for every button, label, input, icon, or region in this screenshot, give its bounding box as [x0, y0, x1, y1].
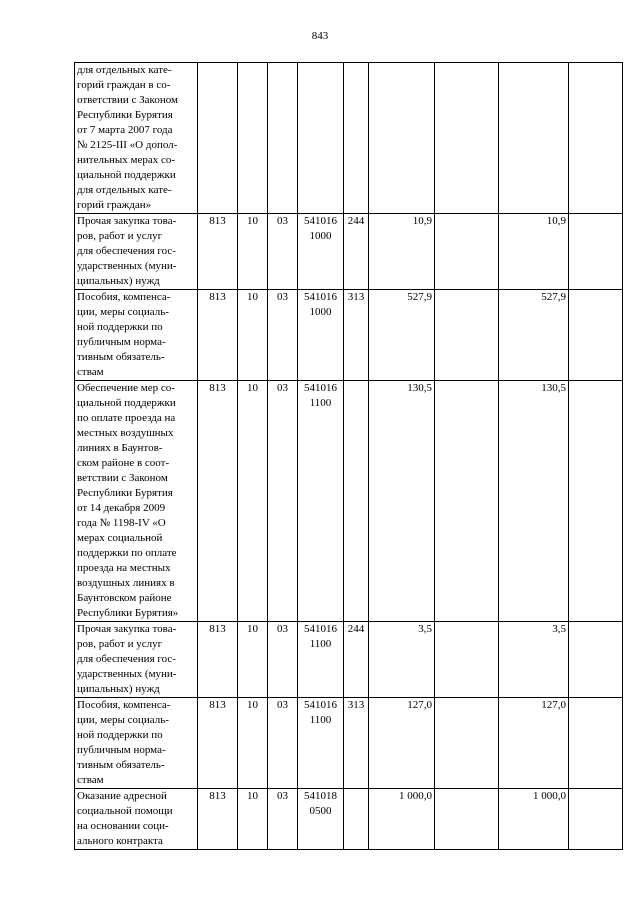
cell-sum-4	[569, 622, 623, 698]
cell-sum-1	[369, 63, 435, 214]
cell-line: ответствии с Законом	[77, 94, 178, 106]
cell-pr: 03	[268, 214, 298, 290]
cell-csr	[298, 290, 344, 381]
cell-rz	[238, 63, 268, 214]
cell-line: нительных мерах со-	[77, 154, 176, 166]
cell-vr: 313	[344, 698, 369, 789]
cell-rz: 10	[238, 290, 268, 381]
cell-line: ной поддержки по	[77, 729, 163, 741]
cell-ved: 813	[198, 381, 238, 622]
cell-line: ров, работ и услуг	[77, 638, 163, 650]
cell-rz: 10	[238, 698, 268, 789]
cell-sum-1: 527,9	[369, 290, 435, 381]
cell-line: ального контракта	[77, 835, 163, 847]
cell-pr: 03	[268, 290, 298, 381]
cell-line: поддержки по оплате	[77, 547, 177, 559]
cell-line: Прочая закупка това-	[77, 215, 177, 227]
table-row	[75, 214, 623, 290]
cell-sum-3: 10,9	[499, 214, 569, 290]
cell-line: ударственных (муни-	[77, 668, 177, 680]
cell-ved: 813	[198, 214, 238, 290]
cell-sum-1: 127,0	[369, 698, 435, 789]
cell-line: 541016	[304, 699, 337, 711]
cell-line: 541018	[304, 790, 337, 802]
row-name-cell	[75, 63, 198, 214]
cell-line: Пособия, компенса-	[77, 699, 171, 711]
cell-line: публичным норма-	[77, 744, 166, 756]
cell-line: ров, работ и услуг	[77, 230, 163, 242]
cell-line: Республики Бурятия	[77, 487, 173, 499]
table-row	[75, 381, 623, 622]
cell-line: для обеспечения гос-	[77, 653, 176, 665]
row-name-cell	[75, 381, 198, 622]
cell-line: Баунтовском районе	[77, 592, 172, 604]
cell-line: 541016	[304, 382, 337, 394]
cell-sum-3: 3,5	[499, 622, 569, 698]
row-name-cell	[75, 290, 198, 381]
cell-sum-2	[435, 698, 499, 789]
cell-line: 1100	[309, 714, 332, 726]
cell-line: ции, меры социаль-	[77, 306, 169, 318]
cell-line: 1000	[309, 306, 332, 318]
cell-line: 541016	[304, 623, 337, 635]
cell-line: для отдельных катe-	[77, 184, 172, 196]
cell-line: линиях в Баунтов-	[77, 442, 163, 454]
cell-line: № 2125-III «О допол-	[77, 139, 178, 151]
cell-line: тивным обязатель-	[77, 351, 165, 363]
cell-line: года № 1198-IV «О	[77, 517, 166, 529]
cell-vr	[344, 789, 369, 850]
cell-line: социальной помощи	[77, 805, 173, 817]
cell-line: ципальных) нужд	[77, 683, 160, 695]
row-name-cell	[75, 214, 198, 290]
row-name-cell	[75, 622, 198, 698]
cell-csr	[298, 622, 344, 698]
cell-rz: 10	[238, 622, 268, 698]
cell-line: для отдельных кате-	[77, 64, 172, 76]
cell-vr	[344, 63, 369, 214]
cell-rz: 10	[238, 789, 268, 850]
cell-line: ствам	[77, 774, 104, 786]
cell-line: 1100	[309, 638, 332, 650]
cell-line: от 14 декабря 2009	[77, 502, 166, 514]
cell-sum-2	[435, 789, 499, 850]
table-row	[75, 622, 623, 698]
table-row	[75, 698, 623, 789]
cell-rz: 10	[238, 214, 268, 290]
cell-sum-3: 127,0	[499, 698, 569, 789]
cell-rz: 10	[238, 381, 268, 622]
cell-line: от 7 марта 2007 года	[77, 124, 173, 136]
cell-vr	[344, 381, 369, 622]
table-row	[75, 789, 623, 850]
cell-line: Республики Бурятия»	[77, 607, 179, 619]
table-row	[75, 290, 623, 381]
cell-line: 0500	[309, 805, 332, 817]
cell-line: 1100	[309, 397, 332, 409]
cell-line: ствам	[77, 366, 104, 378]
cell-vr: 313	[344, 290, 369, 381]
cell-ved: 813	[198, 622, 238, 698]
cell-line: тивным обязатель-	[77, 759, 165, 771]
cell-line: ском районе в соот-	[77, 457, 170, 469]
cell-line: Республики Бурятия	[77, 109, 173, 121]
cell-line: ципальных) нужд	[77, 275, 160, 287]
budget-table	[74, 62, 623, 850]
cell-line: для обеспечения гос-	[77, 245, 176, 257]
cell-ved: 813	[198, 290, 238, 381]
cell-line: циальной поддержки	[77, 169, 176, 181]
cell-line: ции, меры социаль-	[77, 714, 169, 726]
cell-sum-4	[569, 381, 623, 622]
cell-line: местных воздушных	[77, 427, 174, 439]
cell-line: горий граждан»	[77, 199, 152, 211]
cell-sum-4	[569, 214, 623, 290]
cell-line: проезда на местных	[77, 562, 171, 574]
cell-line: 541016	[304, 291, 337, 303]
cell-csr	[298, 381, 344, 622]
cell-line: мерах социальной	[77, 532, 163, 544]
cell-vr: 244	[344, 214, 369, 290]
cell-sum-1: 130,5	[369, 381, 435, 622]
cell-pr: 03	[268, 789, 298, 850]
cell-line: 1000	[309, 230, 332, 242]
cell-sum-2	[435, 622, 499, 698]
cell-csr	[298, 789, 344, 850]
cell-line: циальной поддержки	[77, 397, 176, 409]
cell-sum-3: 130,5	[499, 381, 569, 622]
cell-sum-1: 10,9	[369, 214, 435, 290]
cell-sum-2	[435, 290, 499, 381]
row-name-cell	[75, 789, 198, 850]
cell-sum-3: 1 000,0	[499, 789, 569, 850]
page-number: 843	[311, 30, 329, 42]
row-name-cell	[75, 698, 198, 789]
cell-vr: 244	[344, 622, 369, 698]
cell-line: публичным норма-	[77, 336, 166, 348]
cell-pr: 03	[268, 381, 298, 622]
cell-sum-2	[435, 214, 499, 290]
cell-sum-4	[569, 698, 623, 789]
cell-line: ветствии с Законом	[77, 472, 168, 484]
cell-pr: 03	[268, 698, 298, 789]
cell-sum-4	[569, 290, 623, 381]
cell-ved	[198, 63, 238, 214]
cell-sum-2	[435, 63, 499, 214]
cell-sum-2	[435, 381, 499, 622]
cell-sum-1: 1 000,0	[369, 789, 435, 850]
cell-line: 541016	[304, 215, 337, 227]
cell-line: на основании соци-	[77, 820, 169, 832]
cell-line: по оплате проезда на	[77, 412, 176, 424]
cell-sum-1: 3,5	[369, 622, 435, 698]
cell-sum-4	[569, 63, 623, 214]
cell-ved: 813	[198, 789, 238, 850]
cell-line: Обеспечение мер со-	[77, 382, 175, 394]
cell-csr	[298, 698, 344, 789]
cell-csr	[298, 63, 344, 214]
cell-line: горий граждан в со-	[77, 79, 171, 91]
cell-line: ной поддержки по	[77, 321, 163, 333]
cell-line: Пособия, компенса-	[77, 291, 171, 303]
cell-csr	[298, 214, 344, 290]
cell-line: Прочая закупка това-	[77, 623, 177, 635]
cell-pr: 03	[268, 622, 298, 698]
cell-line: Оказание адресной	[77, 790, 167, 802]
cell-pr	[268, 63, 298, 214]
cell-sum-4	[569, 789, 623, 850]
cell-sum-3: 527,9	[499, 290, 569, 381]
table-row	[75, 63, 623, 214]
cell-line: воздушных линиях в	[77, 577, 175, 589]
cell-line: ударственных (муни-	[77, 260, 177, 272]
cell-ved: 813	[198, 698, 238, 789]
cell-sum-3	[499, 63, 569, 214]
